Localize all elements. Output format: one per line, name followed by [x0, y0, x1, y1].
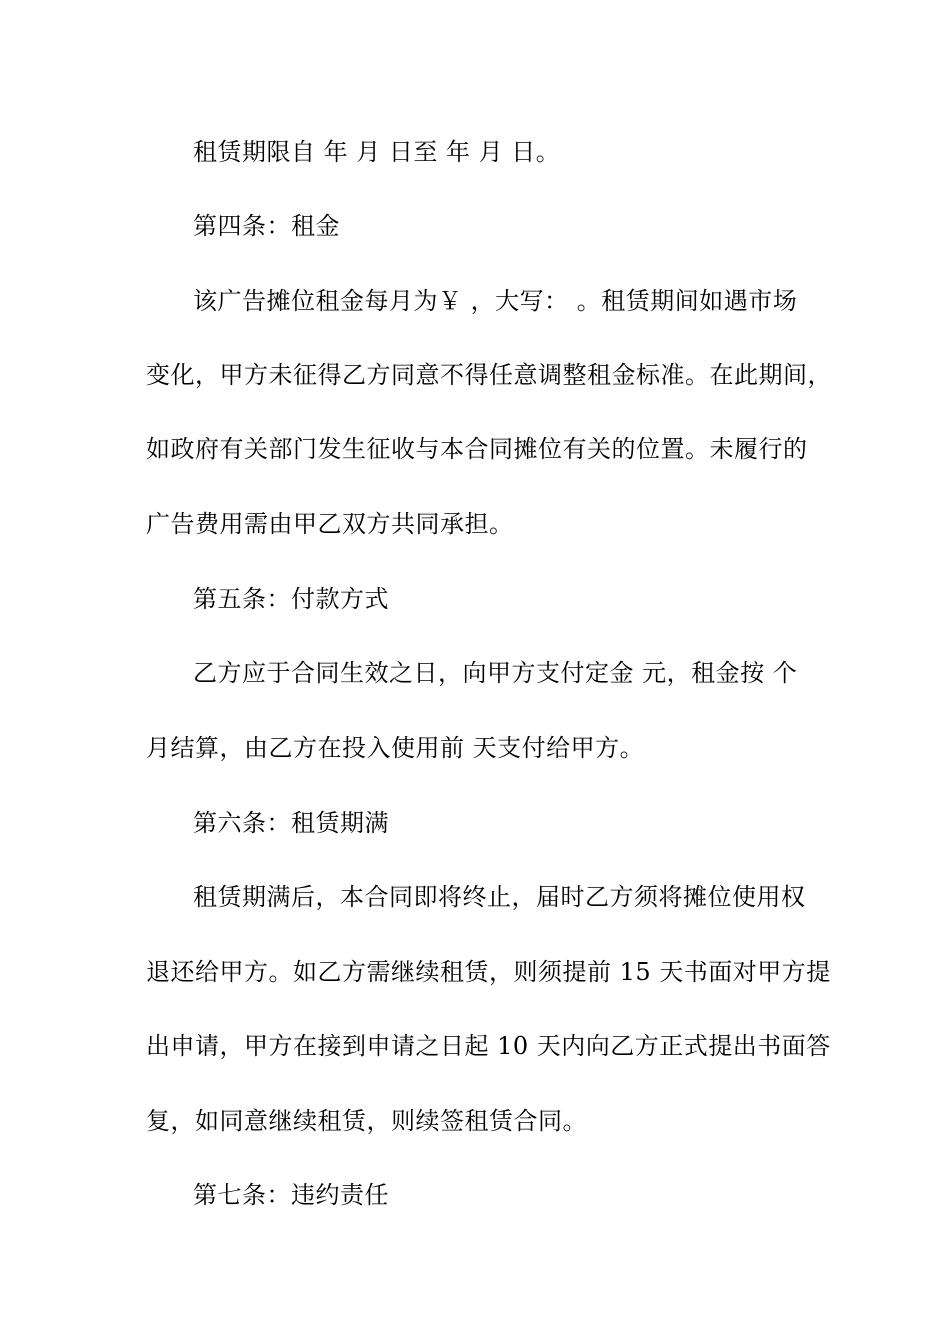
article-4-paragraph-line-4: 广告费用需由甲乙双方共同承担。	[146, 510, 514, 538]
article-6-paragraph-line-1: 租赁期满后，本合同即将终止，届时乙方须将摊位使用权	[193, 883, 806, 911]
article-4-paragraph-line-1: 该广告摊位租金每月为￥ ，大写： 。租赁期间如遇市场	[193, 287, 798, 315]
article-6-heading: 第六条：租赁期满	[193, 809, 389, 837]
article-6-paragraph-line-2: 退还给甲方。如乙方需继续租赁，则须提前 15 天书面对甲方提	[146, 958, 831, 986]
article-7-heading: 第七条：违约责任	[193, 1181, 389, 1209]
article-4-paragraph-line-2: 变化，甲方未征得乙方同意不得任意调整租金标准。在此期间，	[146, 361, 832, 389]
article-4-paragraph-line-3: 如政府有关部门发生征收与本合同摊位有关的位置。未履行的	[146, 435, 808, 463]
article-4-heading: 第四条：租金	[193, 212, 340, 240]
lease-term-line: 租赁期限自 年 月 日至 年 月 日。	[193, 138, 561, 166]
article-5-paragraph-line-2: 月结算，由乙方在投入使用前 天支付给甲方。	[146, 734, 645, 762]
article-5-heading: 第五条：付款方式	[193, 585, 389, 613]
article-6-paragraph-line-3: 出申请，甲方在接到申请之日起 10 天内向乙方正式提出书面答	[146, 1032, 831, 1060]
article-5-paragraph-line-1: 乙方应于合同生效之日，向甲方支付定金 元，租金按 个	[193, 659, 798, 687]
article-6-paragraph-line-4: 复，如同意继续租赁，则续签租赁合同。	[146, 1107, 587, 1135]
